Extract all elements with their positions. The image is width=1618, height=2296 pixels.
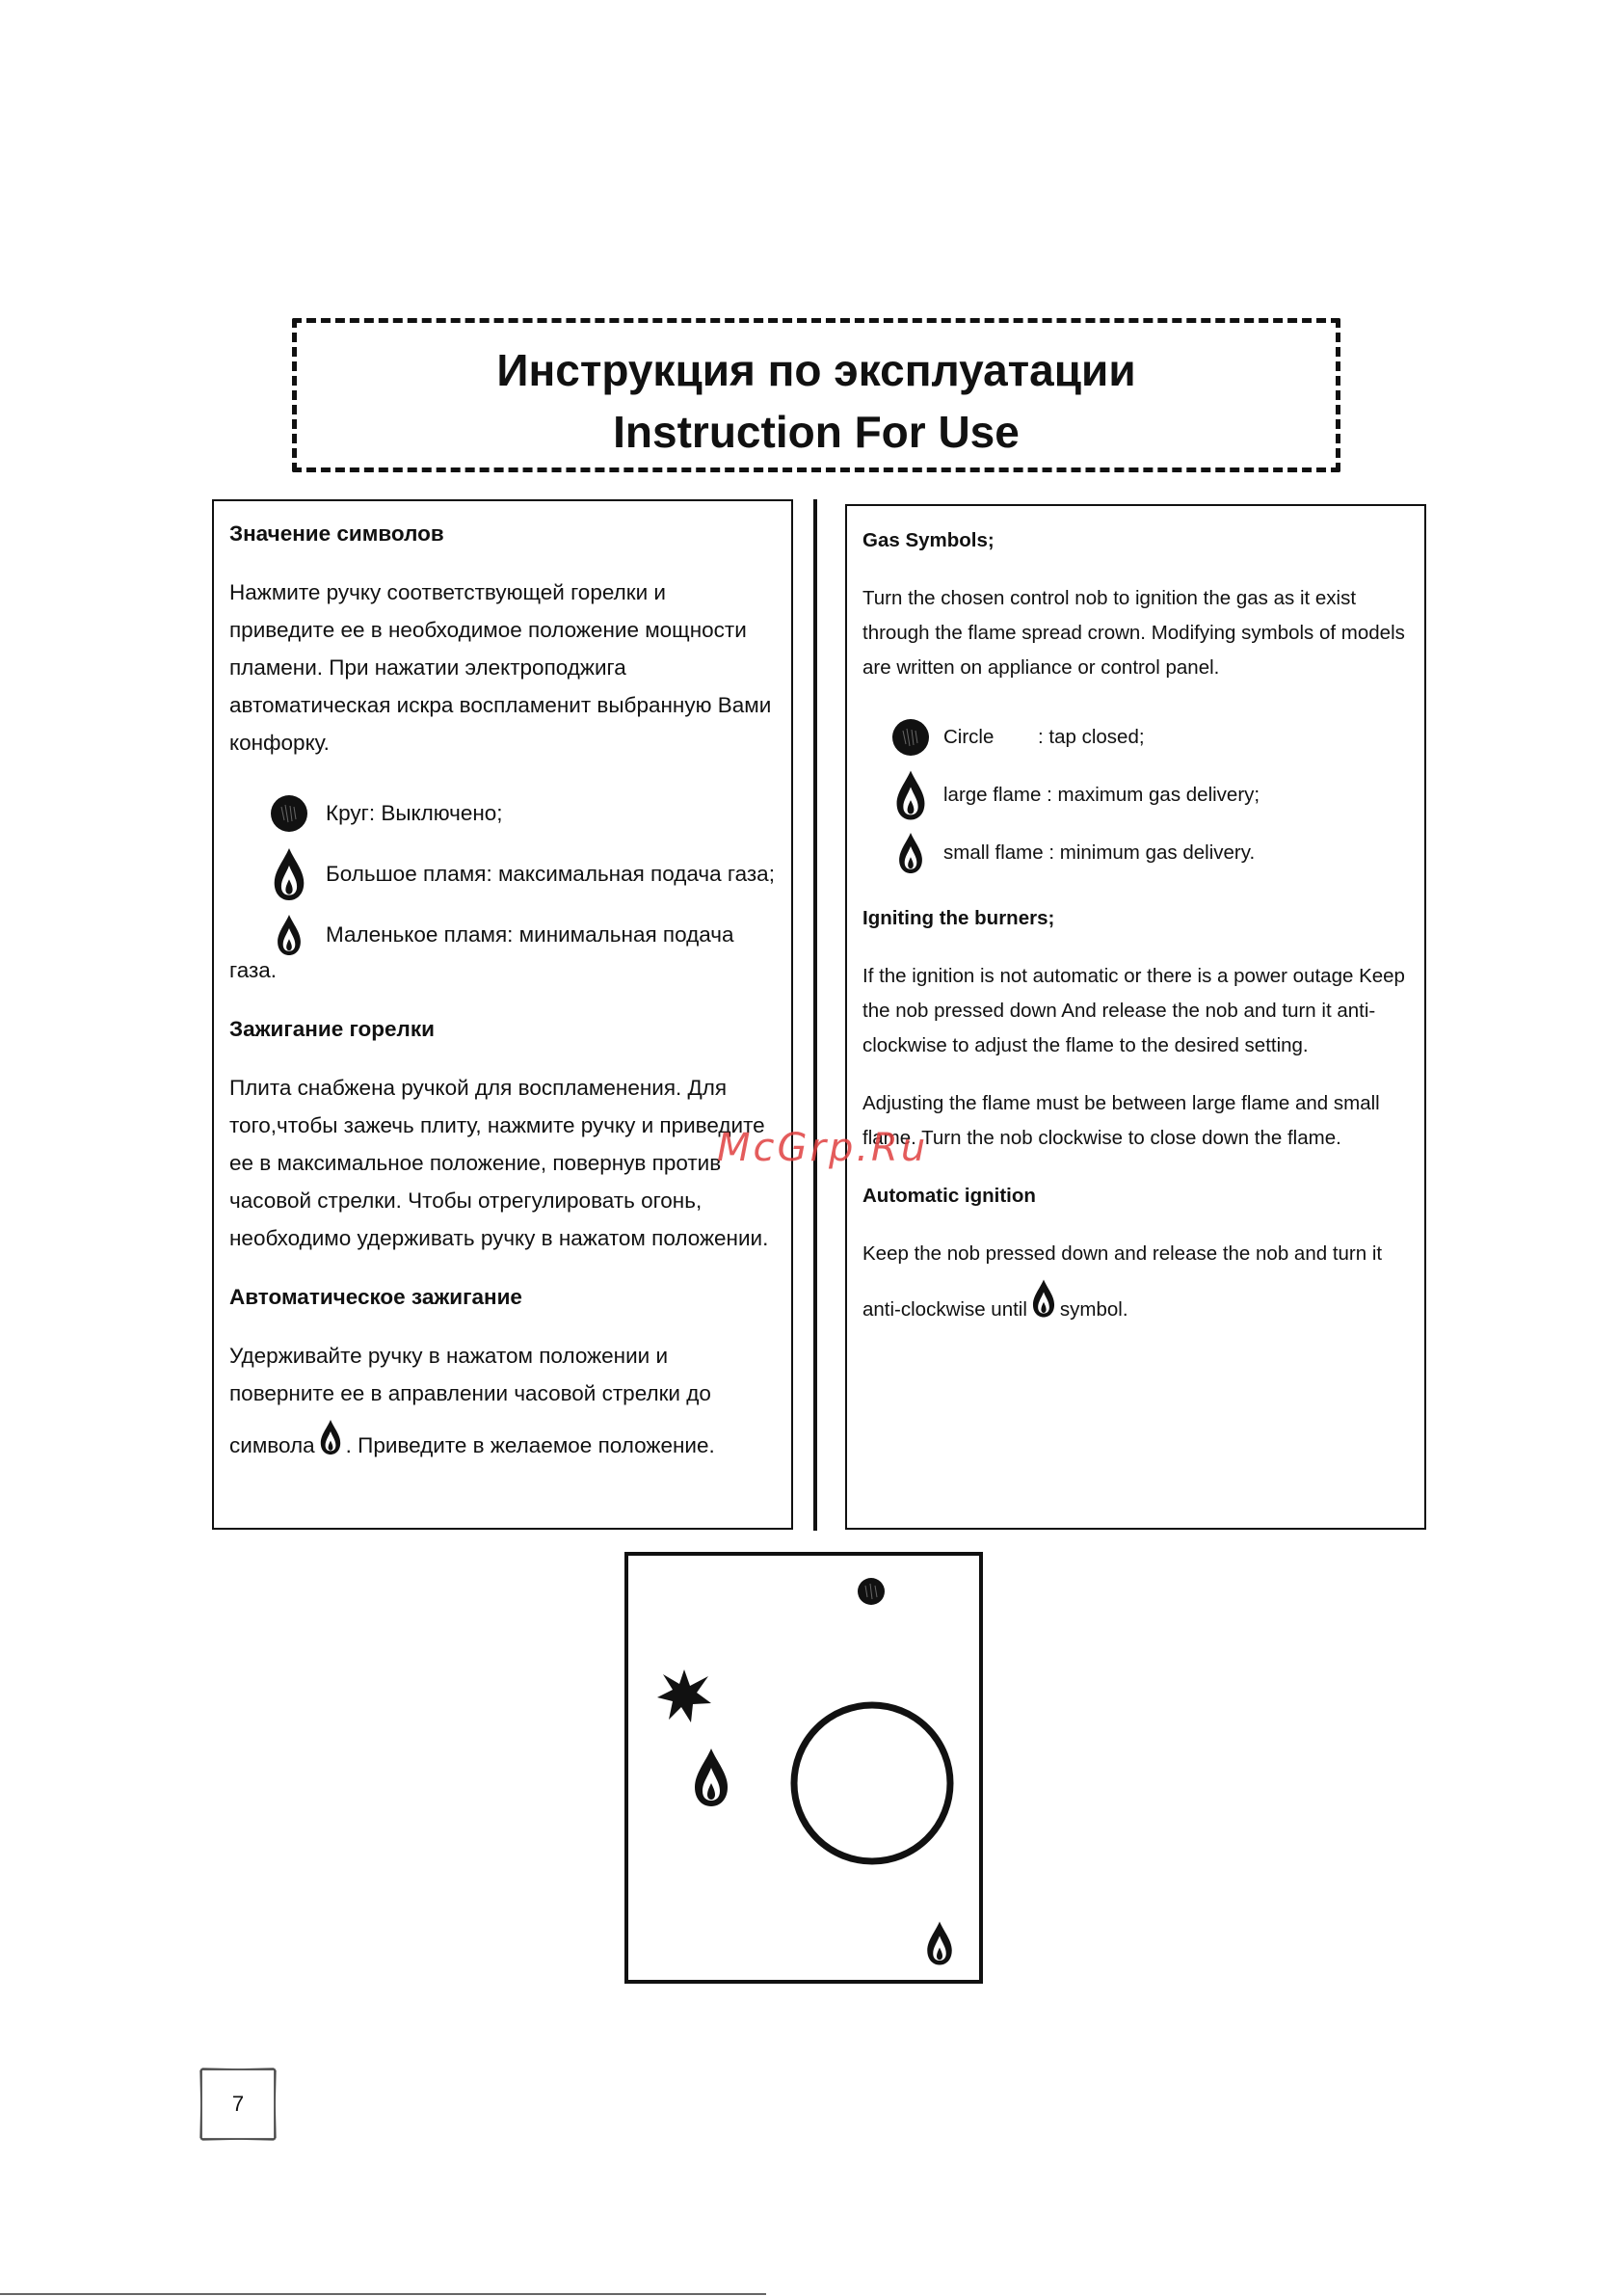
page-number: 7 [231, 2092, 245, 2116]
small-flame-icon [268, 913, 310, 957]
en-sym-small-flame-row [862, 824, 1409, 882]
circle-off-icon [858, 1578, 885, 1605]
large-flame-icon [891, 767, 930, 823]
knob-outline [794, 1705, 950, 1861]
title-en: Instruction For Use [613, 407, 1020, 457]
ru-auto-text-2b: . Приведите в желаемое положение. [345, 1433, 715, 1457]
ru-ignition-heading: Зажигание горелки [229, 1017, 435, 1041]
en-sym-circle-row [862, 708, 1409, 766]
english-column [845, 504, 1426, 1530]
circle-off-icon [891, 718, 930, 757]
ru-auto-heading: Автоматическое зажигание [229, 1285, 522, 1309]
ru-auto-text: Удерживайте ручку в нажатом положении и поверните ее в аправлении часовой стрелки до [229, 1344, 711, 1405]
en-auto-text-2b: symbol. [1059, 1298, 1128, 1321]
en-auto-text: Keep the nob pressed down and release the nob and turn it [862, 1242, 1383, 1265]
ru-symbols-intro: Нажмите ручку соответствующей горелки и приведите ее в необходимое положение мощности пламени. При нажатии электроподжига автоматическая искра воспламенит выбранную Вами конфорку. [229, 580, 772, 755]
ru-sym-circle: Круг: Выключено; [326, 801, 503, 825]
ru-auto-text-line2 [229, 1418, 776, 1468]
ru-sym-large-flame: Большое пламя: максимальная подача газа; [326, 862, 775, 886]
column-divider [813, 499, 817, 1531]
en-auto-text-2a: anti-clockwise until [862, 1298, 1027, 1321]
ru-sym-small-flame-cont: газа. [229, 958, 278, 982]
en-symbols-heading: Gas Symbols; [862, 529, 995, 551]
en-sym-large-flame-row [862, 766, 1409, 824]
ru-ignition-text: Плита снабжена ручкой для воспламенения. Для того,чтобы зажечь плиту, нажмите ручку и приведите ее в максимальное положение, повернув против часовой стрелки. Чтобы отрегулировать огонь, необходимо удерживать ручку в нажатом положении. [229, 1076, 769, 1250]
large-flame-icon [268, 845, 310, 903]
ru-sym-circle-row [229, 783, 776, 843]
ru-sym-small-flame: Маленькое пламя: минимальная подача [326, 922, 734, 947]
spark-icon [657, 1669, 711, 1722]
russian-column [212, 499, 793, 1530]
watermark: McGrp.Ru [717, 1126, 929, 1170]
ru-sym-large-flame-row [229, 843, 776, 904]
page-number-box [198, 2068, 279, 2141]
en-ignition-text: If the ignition is not automatic or there is a power outage Keep the nob pressed down And release the nob and turn it anti-clockwise to adjust the flame to the desired setting. [862, 965, 1405, 1056]
small-flame-icon [927, 1922, 952, 1965]
small-flame-icon [319, 1418, 342, 1468]
ru-auto-text-2a: символа [229, 1433, 315, 1457]
en-sym-circle-desc: : tap closed; [1038, 726, 1145, 748]
en-auto-heading: Automatic ignition [862, 1185, 1036, 1207]
en-auto-text-line2 [862, 1277, 1409, 1331]
small-flame-icon [1031, 1277, 1056, 1331]
en-sym-circle-label: Circle [943, 726, 995, 748]
en-sym-large-flame: large flame : maximum gas delivery; [943, 784, 1260, 806]
en-adjust-text: Adjusting the flame must be between large flame and small flame. Turn the nob clockwise to close down the flame. [862, 1092, 1380, 1149]
title-box [292, 318, 1340, 472]
title-ru: Инструкция по эксплуатации [496, 345, 1136, 395]
en-sym-small-flame: small flame : minimum gas delivery. [943, 841, 1256, 864]
control-knob-diagram [624, 1552, 983, 1984]
small-flame-icon [891, 830, 930, 876]
bottom-rule [0, 2293, 766, 2295]
large-flame-icon [695, 1749, 728, 1806]
en-symbols-intro: Turn the chosen control nob to ignition the gas as it exist through the flame spread crown. Modifying symbols of models are written on appliance or control panel. [862, 587, 1405, 679]
ru-symbols-heading: Значение символов [229, 521, 444, 546]
circle-off-icon [268, 794, 310, 833]
en-ignition-heading: Igniting the burners; [862, 907, 1055, 929]
